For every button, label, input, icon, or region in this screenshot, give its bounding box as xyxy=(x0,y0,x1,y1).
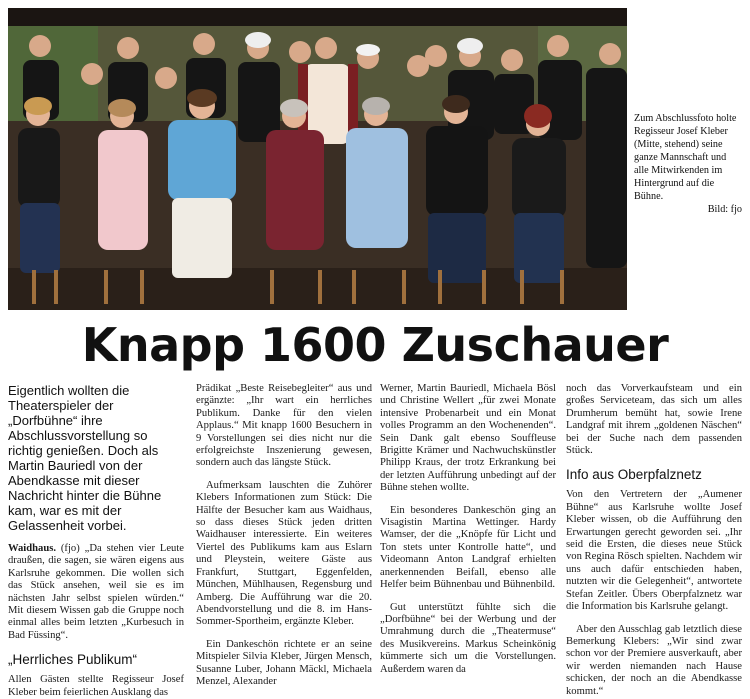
photo-caption xyxy=(634,112,742,216)
article-subhead: Info aus Oberpfalznetz xyxy=(566,467,702,483)
group-photo xyxy=(8,8,627,310)
article-column-2 xyxy=(196,383,372,687)
article-paragraph: Werner, Martin Bauriedl, Michaela Bösl und Christine Wellert „für zwei Monate intensive Probenarbeit und ein Monat volles Programm an den Wochenenden“. Sein Dank galt ebenso Souffleuse Brigitte Krämer und Nachwuchskünstler Philipp Kraus, der trotz Erkrankung bei der letzten Aufführung unbedingt auf der Bühne stehen wollte. xyxy=(380,383,556,494)
article-paragraph: Prädikat „Beste Reisebegleiter“ aus und ergänzte: „Ihr wart ein herrliches Publikum. Danke für den vielen Applaus.“ Mit knapp 1600 Besuchern in 9 Vorstellungen sei dies nicht nur die erfolgreichste Inszenierung gewesen, sondern auch das längste Stück. xyxy=(196,383,372,469)
article-column-1 xyxy=(8,383,185,698)
paragraph-text: (fjo) „Da stehen vier Leute draußen, die sagen, sie wären eigens aus Karlsruhe gekommen. Die wollen sich das Stück ansehen, weil sie es im nächsten Jahr selbst spielen würden.“ Mit diesem Wissen gab die Gruppe noch einmal alles beim letzten „Kurbesuch in Bad Füssing“. xyxy=(8,543,185,641)
dateline: Waidhaus. xyxy=(8,543,56,554)
article-paragraph xyxy=(8,543,184,642)
article-paragraph: Aufmerksam lauschten die Zuhörer Klebers Informationen zum Stück: Die Hälfte der Besucher kam aus Waidhaus, so dass dieses Stück jeden dritten Waidhauser interessierte. Ein weiteres Viertel des Publikums kam aus Eslarn und Pleystein, weitere Gäste aus Frankfurt, Stuttgart, Eggenfelden, München, Mühlhausen, Regensburg und Amberg. Die Aufführung war die 20. Abendvorstellung und die 8. im Hans-Sommer-Sportheim, ergänzte Kleber. xyxy=(196,479,372,628)
group-photo-illustration xyxy=(8,8,627,310)
article-headline: Knapp 1600 Zuschauer xyxy=(81,318,669,372)
article-paragraph: Gut unterstützt fühlte sich die „Dorfbühne“ bei der Werbung und der Umrahmung durch die „Theatermuse“ des Musikvereins. Markus Scheinkönig kümmerte sich um die Vorstellungen. Außerdem waren da xyxy=(380,601,556,675)
article-lead: Eigentlich wollten die Theaterspieler der „Dorfbühne“ ihre Abschlussvorstellung so richtig genießen. Doch als Martin Bauriedl von der Abendkasse mit dieser Nachricht hinter die Bühne kam, war es mit der Gelassenheit vorbei. xyxy=(8,383,162,533)
photo-credit: Bild: fjo xyxy=(707,204,742,215)
article-paragraph: noch das Vorverkaufsteam und ein großes Serviceteam, das sich um alles Drumherum bemüht hat, sowie Irene Landgraf mit ihrem „goldenen Näschen“ bei der Suche nach dem passenden Stück. xyxy=(566,383,742,457)
article-paragraph: Allen Gästen stellte Regisseur Josef Kleber beim feierlichen Ausklang das xyxy=(8,674,184,698)
article-column-4 xyxy=(566,383,742,697)
article-paragraph: Ein besonderes Dankeschön ging an Visagistin Martina Wettinger. Hardy Wamser, der die „Knöpfe für Licht und Ton stets unter Kontrolle hatte“, und Videomann Anton Landgraf erhielten anerkennenden Beifall, ebenso alle Helfer beim Bühnenbau und Bühnenbild. xyxy=(380,504,556,591)
article-paragraph: Aber den Ausschlag gab letztlich diese Bemerkung Klebers: „Wir sind zwar schon vor der Premiere ausverkauft, aber wir werden niemanden nach Hause schicken, der noch an die Abendkasse kommt.“ xyxy=(566,623,742,697)
caption-text: Zum Abschlussfoto holte Regisseur Josef Kleber (Mitte, stehend) seine ganze Mannschaft und alle Mitwirkenden im Hintergrund auf die Bühne. xyxy=(634,113,737,202)
article-column-3 xyxy=(380,383,556,683)
article-subhead: „Herrliches Publikum“ xyxy=(8,652,138,668)
article-paragraph: Von den Vertretern der „Aumener Bühne“ aus Karlsruhe wollte Josef Kleber wissen, ob die Aufführung den Erwartungen gerecht geworden sei. „Ihr seid die Ersten, die dieses neue Stück von Regina Rösch spielten. Nachdem wir uns auch dafür entschieden haben, nutzten wir die Gelegenheit“, antwortete Stefan Zeitler. Übers Oberpfalznetz war die Information bis Karlsruhe gelangt. xyxy=(566,489,742,613)
article-paragraph: Ein Dankeschön richtete er an seine Mitspieler Silvia Kleber, Jürgen Mensch, Susanne Luber, Johann Mäckl, Michaela Menzel, Alexander xyxy=(196,638,372,687)
